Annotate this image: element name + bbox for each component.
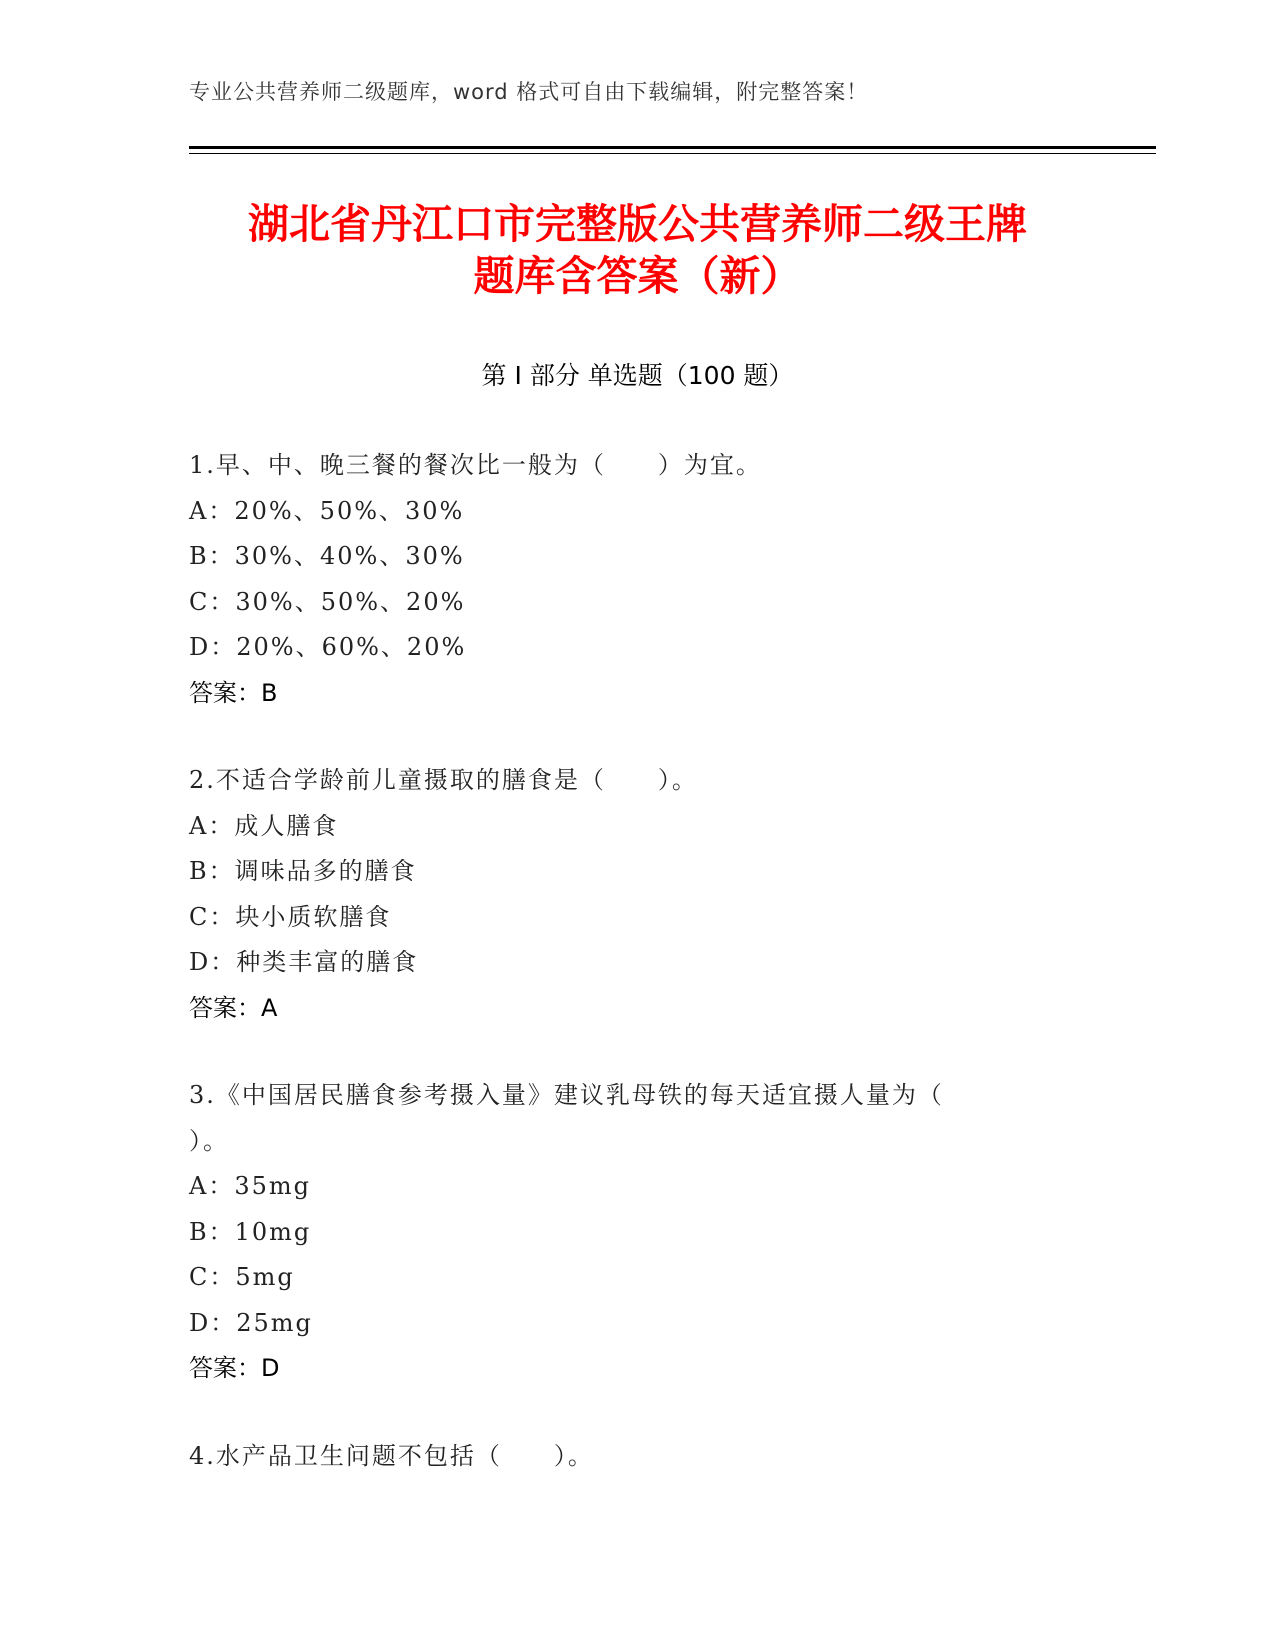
question-stem: 4.水产品卫生问题不包括（ ）。: [189, 1441, 594, 1470]
option-c: C：5mg: [189, 1263, 295, 1291]
question-stem: 1.早、中、晚三餐的餐次比一般为（ ）为宜。: [189, 451, 762, 479]
question-4: [189, 1434, 1069, 1480]
option-a: A：20%、50%、30%: [189, 496, 465, 525]
question-stem-continuation: ）。: [189, 1126, 229, 1155]
option-b: B：调味品多的膳食: [189, 857, 417, 885]
question-3: [189, 1073, 1069, 1392]
answer-line: 答案：D: [189, 1354, 280, 1382]
option-a: A：35mg: [189, 1172, 311, 1200]
option-d: D：20%、60%、20%: [189, 633, 467, 661]
option-b: B：30%、40%、30%: [189, 542, 465, 570]
option-b: B：10mg: [189, 1217, 312, 1246]
option-c: C：块小质软膳食: [189, 902, 392, 931]
header-note: 专业公共营养师二级题库，word 格式可自由下载编辑，附完整答案！: [189, 80, 869, 104]
question-list: [189, 443, 1069, 1521]
option-c: C：30%、50%、20%: [189, 587, 466, 616]
answer-line: 答案：A: [189, 993, 278, 1022]
option-d: D：种类丰富的膳食: [189, 948, 419, 976]
option-a: A：成人膳食: [189, 811, 339, 840]
option-d: D：25mg: [189, 1308, 313, 1337]
question-stem: 2.不适合学龄前儿童摄取的膳食是（ ）。: [189, 766, 698, 794]
question-1: [189, 443, 1069, 716]
question-2: [189, 758, 1069, 1031]
answer-line: 答案：B: [189, 678, 278, 707]
document-title: [150, 198, 1125, 302]
header-divider-thick: [189, 146, 1156, 149]
header-divider-thin: [189, 153, 1156, 154]
document-title-line-1: 湖北省丹江口市完整版公共营养师二级王牌: [248, 200, 1027, 248]
question-stem: 3.《中国居民膳食参考摄入量》建议乳母铁的每天适宜摄人量为（: [189, 1081, 944, 1109]
section-heading: 第 I 部分 单选题（100 题）: [481, 361, 794, 390]
document-title-line-2: 题库含答案（新）: [473, 252, 802, 300]
